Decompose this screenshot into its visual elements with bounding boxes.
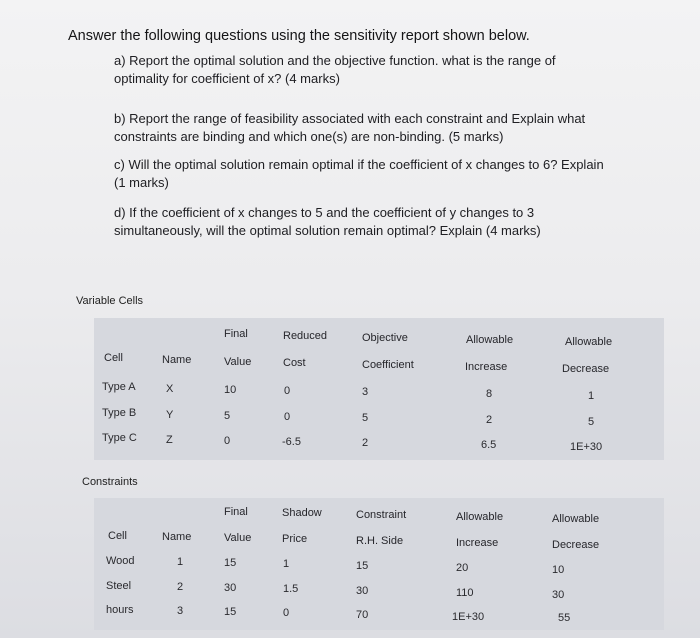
table-cell: 0 (283, 607, 290, 619)
table-cell: 3 (362, 386, 369, 398)
vc-header-increase: Increase (465, 361, 508, 373)
table-cell: 1 (283, 558, 290, 570)
ct-header-rh-side: R.H. Side (356, 535, 404, 547)
table-cell: 1 (588, 390, 595, 402)
table-cell: 1E+30 (452, 611, 485, 623)
table-cell: 0 (284, 411, 291, 423)
table-cell: 1 (177, 556, 184, 568)
ct-header-increase: Increase (456, 537, 499, 549)
vc-header-value: Value (224, 356, 252, 368)
ct-header-allowable-1: Allowable (456, 511, 504, 523)
ct-header-name: Name (162, 531, 192, 543)
table-cell: Steel (106, 580, 132, 592)
table-cell: -6.5 (282, 436, 301, 448)
table-cell: 15 (224, 557, 237, 569)
vc-header-reduced: Reduced (283, 330, 328, 342)
table-cell: 2 (177, 581, 184, 593)
table-cell: Y (166, 409, 174, 421)
table-cell: 0 (224, 435, 231, 447)
table-cell: 5 (224, 410, 231, 422)
table-cell: 1E+30 (570, 441, 603, 453)
table-cell: Z (166, 434, 173, 446)
question-d: d) If the coefficient of x changes to 5 and the coefficient of y changes to 3 simultaneously, will the optimal solution remain optimal? Explain (4 marks) (114, 205, 541, 238)
table-cell: 6.5 (481, 439, 497, 451)
ct-header-allowable-2: Allowable (552, 513, 600, 525)
vc-header-cost: Cost (283, 357, 306, 369)
vc-header-coefficient: Coefficient (362, 359, 414, 371)
table-cell: 30 (356, 585, 369, 597)
ct-header-value: Value (224, 532, 252, 544)
ct-header-shadow: Shadow (282, 507, 322, 519)
table-cell: 5 (588, 416, 595, 428)
ct-header-final: Final (224, 506, 248, 518)
intro-text: Answer the following questions using the sensitivity report shown below. (68, 28, 530, 44)
table-cell: 3 (177, 605, 184, 617)
question-b: b) Report the range of feasibility associated with each constraint and Explain what constraints are binding and which one(s) are non-binding. (5 marks) (114, 111, 586, 144)
ct-header-decrease: Decrease (552, 539, 600, 551)
vc-header-final: Final (224, 328, 248, 340)
table-cell: 55 (558, 612, 571, 624)
ct-header-constraint: Constraint (356, 509, 407, 521)
table-cell: 30 (552, 589, 565, 601)
constraints-label: Constraints (82, 476, 138, 488)
question-a: a) Report the optimal solution and the objective function. what is the range of optimality for coefficient of x? (4 marks) (114, 53, 556, 86)
table-cell: 70 (356, 609, 369, 621)
table-cell: 1.5 (283, 583, 299, 595)
ct-header-cell: Cell (108, 530, 127, 542)
table-cell: hours (106, 604, 134, 616)
table-cell: 2 (486, 414, 493, 426)
table-cell: 0 (284, 385, 291, 397)
table-cell: 15 (224, 606, 237, 618)
table-cell: Type C (102, 432, 137, 444)
table-cell: 5 (362, 412, 369, 424)
vc-header-decrease: Decrease (562, 363, 610, 375)
table-cell: 20 (456, 562, 469, 574)
question-c: c) Will the optimal solution remain optimal if the coefficient of x changes to 6? Explain (1 marks) (114, 157, 604, 190)
table-cell: 8 (486, 388, 493, 400)
table-cell: Type B (102, 407, 137, 419)
vc-header-objective: Objective (362, 332, 408, 344)
vc-header-allowable-1: Allowable (466, 334, 514, 346)
table-cell: 10 (552, 564, 565, 576)
vc-header-name: Name (162, 354, 192, 366)
table-cell: 110 (456, 587, 474, 599)
table-cell: X (166, 383, 174, 395)
variable-cells-label: Variable Cells (76, 295, 144, 307)
vc-header-allowable-2: Allowable (565, 336, 613, 348)
table-cell: Wood (106, 555, 135, 567)
table-cell: 2 (362, 437, 369, 449)
table-cell: Type A (102, 381, 136, 393)
vc-header-cell: Cell (104, 352, 123, 364)
table-cell: 10 (224, 384, 237, 396)
table-cell: 30 (224, 582, 237, 594)
table-cell: 15 (356, 560, 369, 572)
ct-header-price: Price (282, 533, 308, 545)
